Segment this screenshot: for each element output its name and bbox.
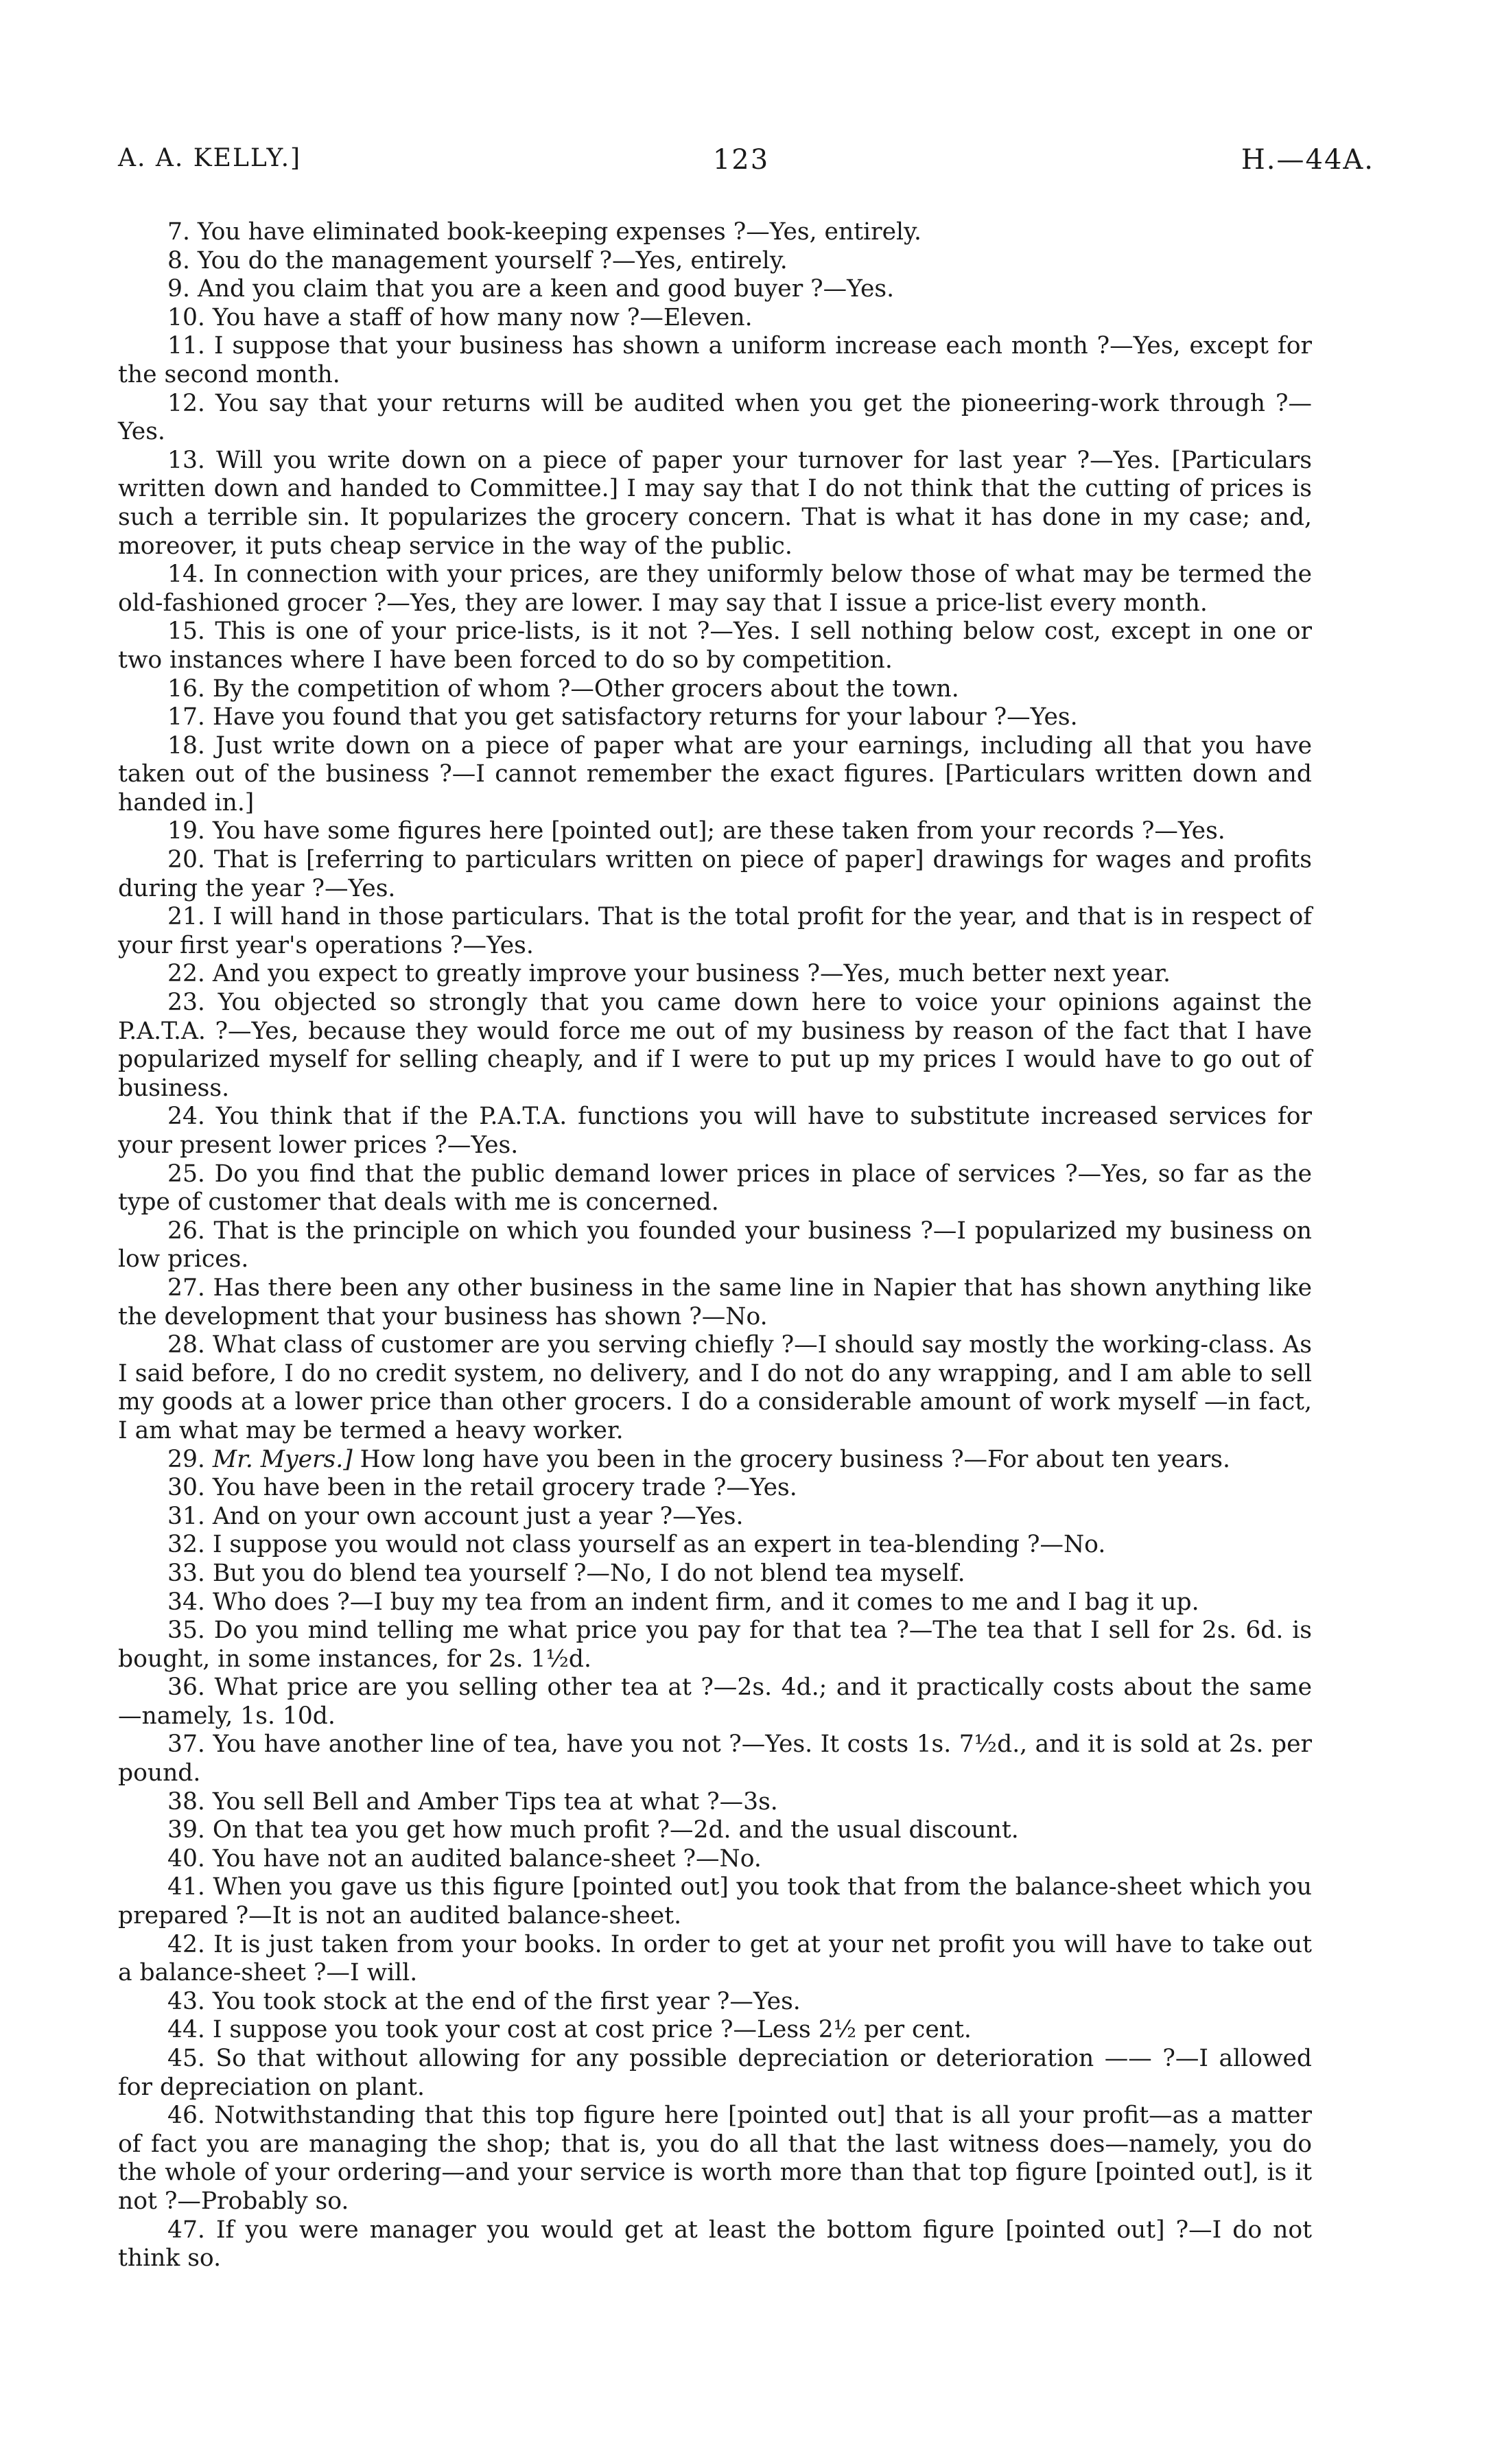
question-9: 9. And you claim that you are a keen and good buyer ?—Yes.	[167, 275, 895, 303]
question-22: 22. And you expect to greatly improve your business ?—Yes, much better next year.	[167, 960, 1171, 988]
question-39: 39. On that tea you get how much profit ?—2d. and the usual discount.	[167, 1816, 1019, 1844]
question-24: 24. You think that if the P.A.T.A. functions you will have to substitute increased services for your present lower prices ?—Yes.	[118, 1103, 1312, 1159]
question-40: 40. You have not an audited balance-sheet ?—No.	[167, 1844, 762, 1873]
question-17: 17. Have you found that you get satisfactory returns for your labour ?—Yes.	[167, 703, 1078, 731]
question-27: 27. Has there been any other business in the same line in Napier that has shown anything like the development that your business has shown ?—No.	[118, 1274, 1312, 1330]
question-32: 32. I suppose you would not class yourself as an expert in tea-blending ?—No.	[167, 1531, 1106, 1559]
question-10: 10. You have a staff of how many now ?—Eleven.	[167, 303, 753, 331]
question-23: 23. You objected so strongly that you came down here to voice your opinions against the P.A.T.A. ?—Yes, because they would force me out of my business by reason of the fact that I have popularized myself for selling cheaply, and if I were to put up my prices I would have to go out of business.	[118, 989, 1312, 1102]
document-reference: H.—44A.	[1241, 144, 1374, 176]
question-11: 11. I suppose that your business has shown a uniform increase each month ?—Yes, except for the second month.	[118, 332, 1312, 388]
question-14: 14. In connection with your prices, are they uniformly below those of what may be termed the old-fashioned grocer ?—Yes, they are lower. I may say that I issue a price-list every month.	[118, 561, 1312, 617]
question-18: 18. Just write down on a piece of paper what are your earnings, including all that you have taken out of the business ?—I cannot remember the exact figures. [Particulars written down and handed in.]	[118, 731, 1312, 817]
question-19: 19. You have some figures here [pointed out]; are these taken from your records ?—Yes.	[167, 817, 1225, 845]
question-41: 41. When you gave us this figure [pointed out] you took that from the balance-sheet which you prepared ?—It is not an audited balance-sheet.	[118, 1873, 1312, 1930]
question-25: 25. Do you find that the public demand lower prices in place of services ?—Yes, so far as the type of customer that deals with me is concerned.	[118, 1160, 1312, 1217]
question-7: 7. You have eliminated book-keeping expenses ?—Yes, entirely.	[167, 218, 921, 246]
question-15: 15. This is one of your price-lists, is it not ?—Yes. I sell nothing below cost, except in one or two instances where I have been forced to do so by competition.	[118, 618, 1312, 674]
question-26: 26. That is the principle on which you founded your business ?—I popularized my business on low prices.	[118, 1217, 1312, 1274]
question-43: 43. You took stock at the end of the first year ?—Yes.	[167, 1987, 801, 2015]
question-44: 44. I suppose you took your cost at cost price ?—Less 2½ per cent.	[167, 2016, 972, 2044]
testimony-body	[118, 218, 1312, 2273]
question-47: 47. If you were manager you would get at least the bottom figure [pointed out] ?—I do not think so.	[118, 2216, 1312, 2273]
question-20: 20. That is [referring to particulars written on piece of paper] drawings for wages and profits during the year ?—Yes.	[118, 846, 1312, 902]
question-36: 36. What price are you selling other tea at ?—2s. 4d.; and it practically costs about the same —namely, 1s. 10d.	[118, 1674, 1312, 1730]
question-46: 46. Notwithstanding that this top figure here [pointed out] that is all your profit—as a matter of fact you are managing the shop; that is, you do all that the last witness does—namely, you do the whole of your ordering—and your service is worth more than that top figure [pointed out], is it not ?—Probably so.	[118, 2102, 1312, 2215]
question-33: 33. But you do blend tea yourself ?—No, I do not blend tea myself.	[167, 1559, 965, 1587]
question-16: 16. By the competition of whom ?—Other grocers about the town.	[167, 674, 959, 703]
question-12: 12. You say that your returns will be audited when you get the pioneering-work through ?—Yes.	[118, 389, 1312, 446]
witness-header: A. A. KELLY.]	[118, 144, 302, 172]
question-45: 45. So that without allowing for any possible depreciation or deterioration —— ?—I allowed for depreciation on plant.	[118, 2045, 1312, 2101]
question-13: 13. Will you write down on a piece of paper your turnover for last year ?—Yes. [Particulars written down and handed to Committee.] I may say that I do not think that the cutting of prices is such a terrible sin. It popularizes the grocery concern. That is what it has done in my case; and, moreover, it puts cheap service in the way of the public.	[118, 446, 1312, 560]
page-number: 123	[712, 144, 770, 176]
question-29	[118, 1446, 1312, 1475]
question-35: 35. Do you mind telling me what price you pay for that tea ?—The tea that I sell for 2s. 6d. is bought, in some instances, for 2s. 1½d.	[118, 1617, 1312, 1673]
question-37: 37. You have another line of tea, have you not ?—Yes. It costs 1s. 7½d., and it is sold at 2s. per pound.	[118, 1730, 1312, 1787]
question-42: 42. It is just taken from your books. In order to get at your net profit you will have to take out a balance-sheet ?—I will.	[118, 1930, 1312, 1987]
question-31: 31. And on your own account just a year ?—Yes.	[167, 1502, 744, 1530]
question-21: 21. I will hand in those particulars. That is the total profit for the year, and that is in respect of your first year's operations ?—Yes.	[118, 903, 1312, 959]
question-34: 34. Who does ?—I buy my tea from an indent firm, and it comes to me and I bag it up.	[167, 1588, 1199, 1616]
question-28: 28. What class of customer are you serving chiefly ?—I should say mostly the working-class. As I said before, I do no credit system, no delivery, and I do not do any wrapping, and I am able to sell my goods at a lower price than other grocers. I do a considerable amount of work myself —in fact, I am what may be termed a heavy worker.	[118, 1331, 1312, 1444]
question-number: 29.	[167, 1445, 205, 1473]
question-text: How long have you been in the grocery business ?—For about ten years.	[360, 1445, 1230, 1473]
question-30: 30. You have been in the retail grocery trade ?—Yes.	[167, 1474, 797, 1502]
speaker-name: Mr. Myers.]	[212, 1445, 353, 1473]
question-38: 38. You sell Bell and Amber Tips tea at what ?—3s.	[167, 1787, 778, 1816]
question-8: 8. You do the management yourself ?—Yes, entirely.	[167, 246, 788, 274]
